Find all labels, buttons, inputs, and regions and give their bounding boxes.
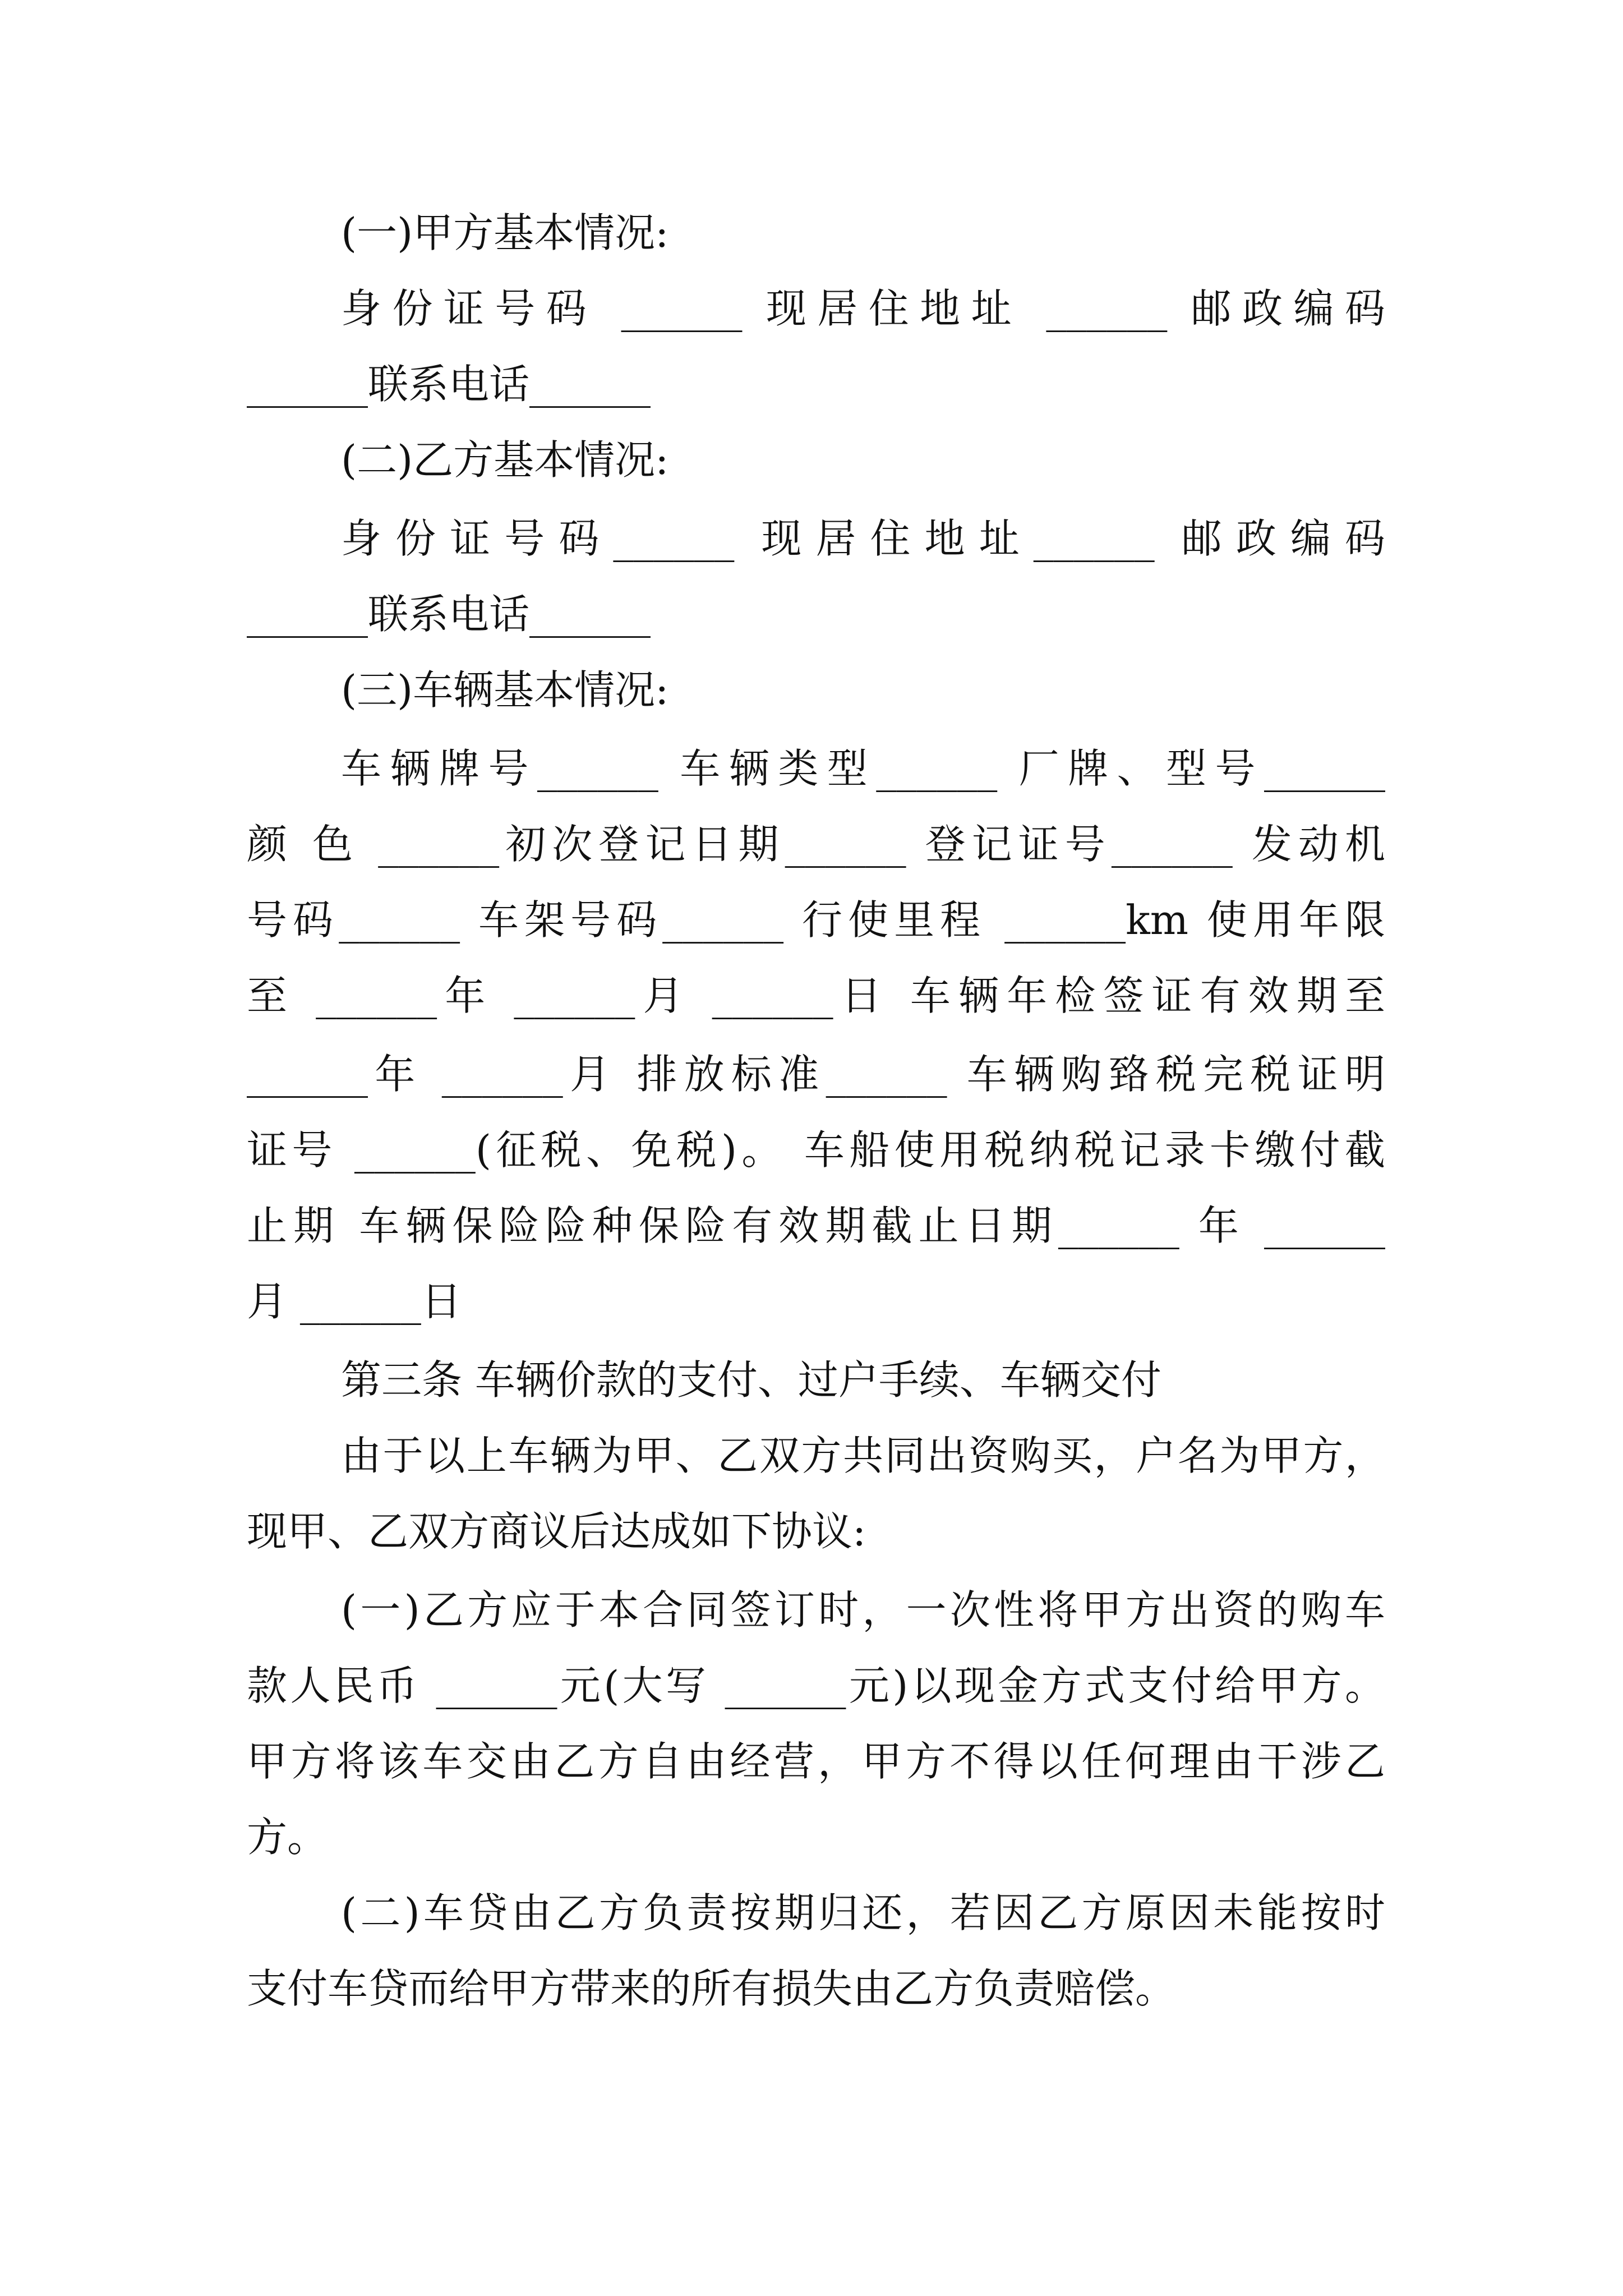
text-line: 由于以上车辆为甲、乙双方共同出资购买，户名为甲方， xyxy=(341,1432,1385,1479)
text-line: (一)乙方应于本合同签订时，一次性将甲方出资的购车 xyxy=(341,1586,1385,1634)
text-line: (二)车贷由乙方负责按期归还，若因乙方原因未能按时 xyxy=(341,1889,1385,1936)
text-line: 月 ______日 xyxy=(247,1278,462,1325)
text-line: 颜 色 ______初次登记日期______ 登记证号______ 发动机 xyxy=(247,821,1385,868)
text-line: ______年 ______月 排放标准______ 车辆购臵税完税证明 xyxy=(247,1051,1385,1098)
text-line: (一)甲方基本情况: xyxy=(341,209,669,256)
text-line: 号码______ 车架号码______ 行使里程 ______km 使用年限 xyxy=(247,896,1385,944)
text-line: 甲方将该车交由乙方自由经营，甲方不得以任何理由干涉乙 xyxy=(247,1738,1385,1785)
text-line: 第三条 车辆价款的支付、过户手续、车辆交付 xyxy=(341,1356,1161,1404)
text-line: ______联系电话______ xyxy=(247,361,651,408)
text-line: 车辆牌号______ 车辆类型______ 厂牌、型号______ xyxy=(341,745,1385,792)
text-line: ______联系电话______ xyxy=(247,591,651,638)
text-line: 止期 车辆保险险种保险有效期截止日期______ 年 ______ xyxy=(247,1202,1385,1249)
text-line: 现甲、乙双方商议后达成如下协议: xyxy=(247,1508,866,1555)
text-line: 支付车贷而给甲方带来的所有损失由乙方负责赔偿。 xyxy=(247,1965,1176,2012)
text-line: 至 ______年 ______月 ______日 车辆年检签证有效期至 xyxy=(247,972,1385,1019)
text-line: 款人民币 ______元(大写 ______元)以现金方式支付给甲方。 xyxy=(247,1662,1385,1709)
text-line: 方。 xyxy=(247,1814,328,1861)
text-line: 证号 ______(征税、免税)。 车船使用税纳税记录卡缴付截 xyxy=(247,1126,1385,1174)
text-line: (二)乙方基本情况: xyxy=(341,436,669,484)
text-line: 身份证号码 ______ 现居住地址 ______ 邮政编码 xyxy=(341,285,1385,332)
text-line: 身份证号码______ 现居住地址______ 邮政编码 xyxy=(341,515,1385,562)
text-line: (三)车辆基本情况: xyxy=(341,666,669,714)
